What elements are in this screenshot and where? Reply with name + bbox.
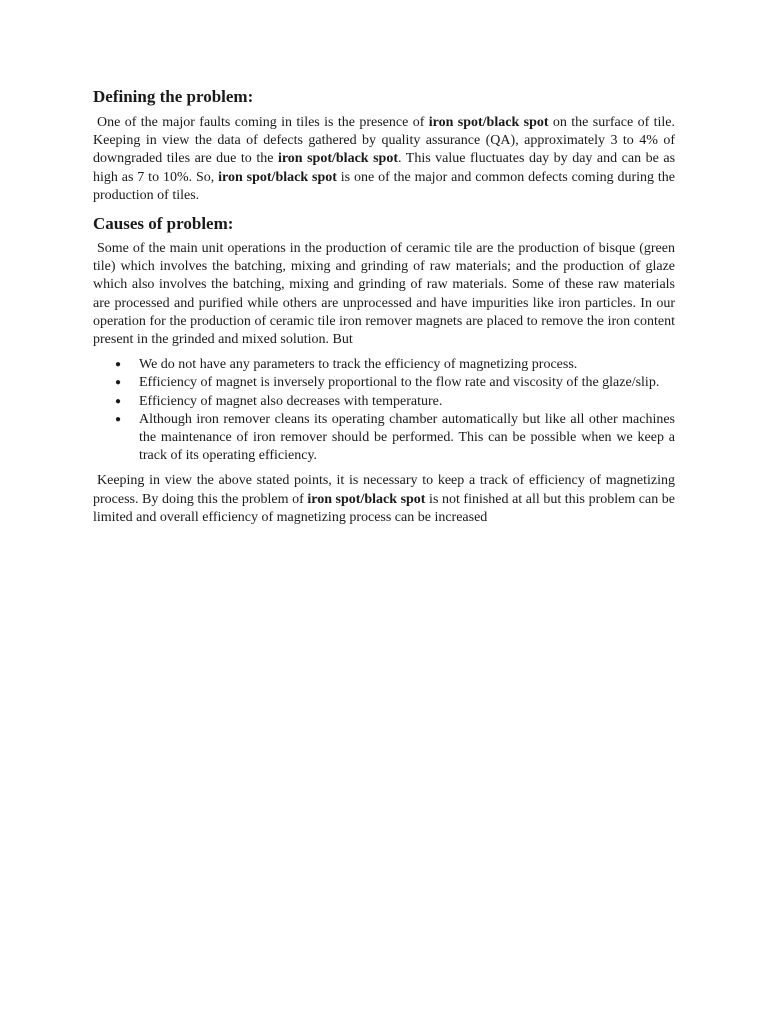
bold-term: iron spot/black spot — [307, 491, 426, 507]
list-item — [93, 374, 675, 392]
bold-term: iron spot/black spot — [277, 151, 398, 167]
bullet-icon: ● — [115, 395, 122, 407]
list-item — [93, 411, 675, 466]
text-run: One of the major faults coming in tiles is the presence of — [97, 115, 429, 130]
list-item — [93, 393, 675, 411]
text-run: on the surface of tile. Keeping in view the data of defects gathered by quality assurance (QA), approximately 3 to 4% of downgraded tiles are due to the — [93, 115, 675, 167]
text-run: Keeping in view the above stated points, it is necessary to keep a track of efficiency of magnetizing process. By doing this the problem of — [93, 473, 675, 507]
list-item-text: Efficiency of magnet is inversely proportional to the flow rate and viscosity of the glaze/slip. — [139, 375, 660, 391]
bullet-icon: ● — [115, 377, 122, 389]
list-item — [93, 356, 675, 374]
paragraph-causes-of-problem: Some of the main unit operations in the production of ceramic tile are the production of bisque (green tile) which involves the batching, mixing and grinding of raw materials; and the production of glaze which also involves the batching, mixing and grinding of raw materials. Some of these raw materials are processed and purified while others are unprocessed and have impurities like iron particles. In our operation for the production of ceramic tile iron remover magnets are placed to remove the iron content present in the grinded and mixed solution. But — [93, 241, 675, 348]
text-run: is one of the major and common defects coming during the production of tiles. — [93, 169, 675, 203]
section-heading-defining-problem: Defining the problem: — [93, 87, 254, 106]
section-heading-causes-of-problem: Causes of problem: — [93, 214, 234, 234]
paragraph-conclusion — [93, 472, 675, 527]
bold-term: iron spot/black spot — [218, 169, 337, 185]
causes-bullet-list — [93, 356, 675, 465]
list-item-text: Efficiency of magnet also decreases with temperature. — [139, 393, 443, 409]
document-page — [93, 86, 675, 527]
text-run: is not finished at all but this problem can be limited and overall efficiency of magnetizing process can be increased — [93, 491, 676, 525]
bullet-icon: ● — [115, 413, 122, 425]
text-run: . This value fluctuates day by day and can be as high as 7 to 10%. So, — [93, 151, 676, 185]
bold-term: iron spot/black spot — [428, 115, 549, 130]
list-item-text: Although iron remover cleans its operating chamber automatically but like all other machines the maintenance of iron remover should be performed. This can be possible when we keep a track of its operating efficiency. — [139, 411, 675, 464]
bullet-icon: ● — [115, 359, 122, 371]
paragraph-defining-problem — [93, 114, 675, 205]
list-item-text: We do not have any parameters to track the efficiency of magnetizing process. — [139, 357, 578, 373]
